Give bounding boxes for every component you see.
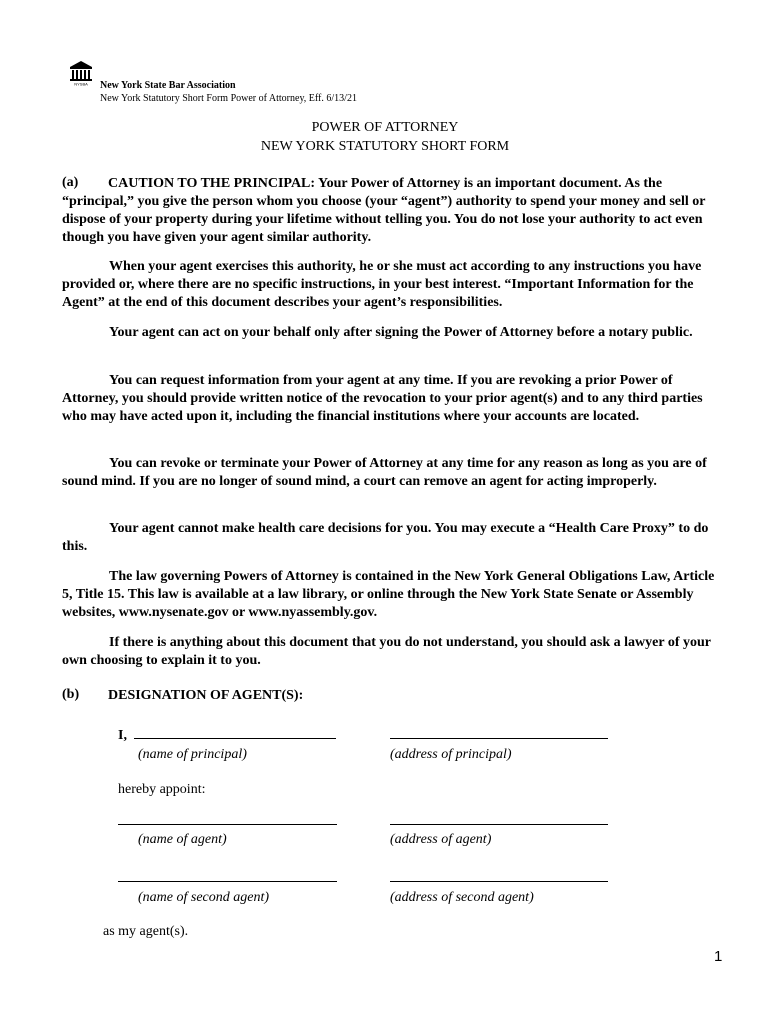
principal-name-caption: (name of principal) — [138, 747, 247, 762]
caution-paragraph: “principal,” you give the person whom you choose (your “agent”) authority to spend your money and sell or dispose of your property during your lifetime without telling you. You do not lose your authority to act even though you have given your agent similar authority. — [62, 194, 706, 245]
designation-heading: DESIGNATION OF AGENT(S): — [108, 688, 304, 703]
section-a-label: (a) — [62, 175, 79, 190]
principal-address-caption: (address of principal) — [390, 747, 512, 762]
principal-address-field[interactable] — [390, 738, 608, 739]
agent-address-caption: (address of agent) — [390, 832, 492, 847]
governing-law-paragraph: The law governing Powers of Attorney is contained in the New York General Obligations Law, Article 5, Title 15. This law is available at a law library, or online through the New York State Senate or Assembly websites, www.nysenate.gov or www.nyassembly.gov. — [62, 569, 715, 620]
second-agent-address-caption: (address of second agent) — [390, 890, 534, 905]
caution-heading-line: CAUTION TO THE PRINCIPAL: Your Power of Attorney is an important document. As the — [108, 176, 663, 191]
second-agent-address-field[interactable] — [390, 881, 608, 882]
page-number: 1 — [714, 948, 723, 965]
document-title: POWER OF ATTORNEY — [311, 120, 459, 135]
i-prefix: I, — [118, 728, 127, 743]
second-agent-name-field[interactable] — [118, 881, 337, 882]
notary-paragraph: Your agent can act on your behalf only after signing the Power of Attorney before a notary public. — [109, 325, 693, 340]
health-care-paragraph: Your agent cannot make health care decisions for you. You may execute a “Health Care Proxy” to do this. — [62, 521, 709, 554]
principal-name-field[interactable] — [134, 738, 336, 739]
document-subtitle: NEW YORK STATUTORY SHORT FORM — [260, 139, 510, 154]
section-b-label: (b) — [62, 687, 80, 702]
hereby-appoint-text: hereby appoint: — [118, 782, 206, 797]
agent-name-caption: (name of agent) — [138, 832, 227, 847]
revoke-paragraph: You can revoke or terminate your Power of Attorney at any time for any reason as long as you are of sound mind. If you are no longer of sound mind, a court can remove an agent for acting improperly. — [62, 456, 707, 489]
svg-text:NYSBA: NYSBA — [74, 81, 88, 86]
nysba-logo — [68, 60, 94, 86]
agent-name-field[interactable] — [118, 824, 337, 825]
second-agent-name-caption: (name of second agent) — [138, 890, 270, 905]
agent-instructions-paragraph: When your agent exercises this authority, he or she must act according to any instructions you have provided or, where there are no specific instructions, in your best interest. “Important Information for the Agent” at the end of this document describes your agent’s responsibilities. — [62, 259, 702, 310]
header-organization: New York State Bar Association — [100, 80, 236, 91]
header-form-reference: New York Statutory Short Form Power of Attorney, Eff. 6/13/21 — [100, 93, 357, 104]
as-my-agents-text: as my agent(s). — [103, 924, 189, 939]
agent-address-field[interactable] — [390, 824, 608, 825]
request-information-paragraph: You can request information from your agent at any time. If you are revoking a prior Power of Attorney, you should provide written notice of the revocation to your prior agent(s) and to any third parties who may have acted upon it, including the financial institutions where your accounts are located. — [62, 373, 703, 424]
ask-lawyer-paragraph: If there is anything about this document that you do not understand, you should ask a lawyer of your own choosing to explain it to you. — [62, 635, 711, 668]
